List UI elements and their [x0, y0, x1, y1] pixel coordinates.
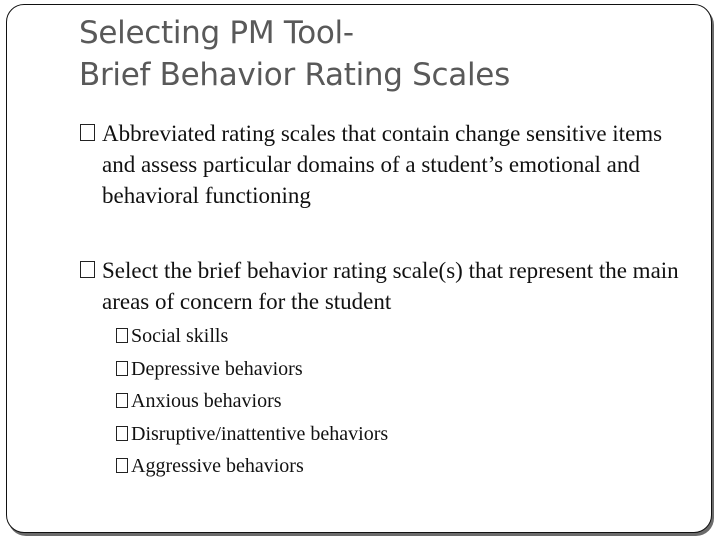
sub-bullet-item: [116, 450, 680, 483]
sub-bullet-item: [116, 418, 680, 451]
sub-bullet-item: [116, 320, 680, 353]
sub-bullet-text: Social skills: [131, 325, 229, 347]
box-bullet-icon: [80, 261, 95, 278]
bullet-item: [80, 255, 680, 483]
bullet-item: [80, 118, 680, 211]
sub-bullet-item: [116, 385, 680, 418]
sub-bullet-text: Depressive behaviors: [131, 357, 303, 380]
bullet-text: Abbreviated rating scales that contain change sensitive items and assess particular domains of a student’s emotional and behavioral functioning: [102, 121, 663, 208]
slide-title-line-2: Brief Behavior Rating Scales: [79, 57, 510, 93]
sub-bullet-text: Anxious behaviors: [131, 390, 282, 412]
sub-bullet-item: [116, 353, 680, 386]
box-bullet-icon: [116, 361, 128, 376]
sub-bullet-text: Disruptive/inattentive behaviors: [131, 422, 389, 445]
box-bullet-icon: [116, 458, 128, 473]
sub-bullet-list: [102, 320, 680, 483]
sub-bullet-text: Aggressive behaviors: [131, 455, 304, 477]
bullet-text: Select the brief behavior rating scale(s) that represent the main areas of concern for the student: [102, 258, 679, 314]
box-bullet-icon: [80, 124, 95, 141]
box-bullet-icon: [116, 426, 128, 441]
box-bullet-icon: [116, 328, 128, 343]
slide-title-line-1: Selecting PM Tool-: [79, 15, 354, 51]
box-bullet-icon: [116, 393, 128, 408]
slide-title: [79, 12, 510, 96]
bullet-list: [80, 118, 680, 483]
